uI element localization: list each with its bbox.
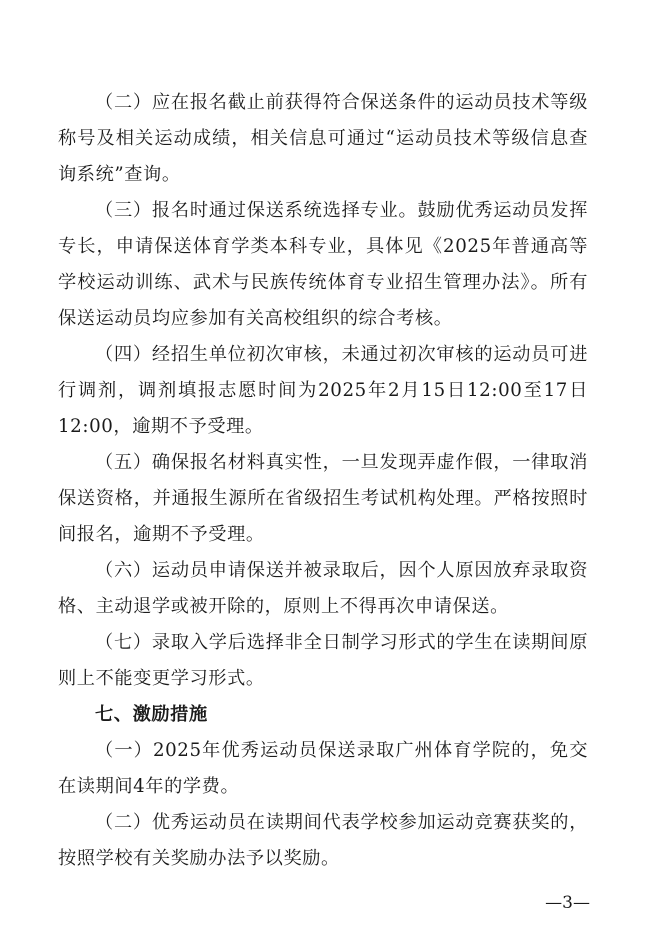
paragraph-item-5: （五）确保报名材料真实性，一旦发现弄虚作假，一律取消保送资格，并通报生源所在省级招生考试机构处理。严格按照时间报名，逾期不予受理。 xyxy=(58,452,588,545)
paragraph-item-7: （七）录取入学后选择非全日制学习形式的学生在读期间原则上不能变更学习形式。 xyxy=(58,632,588,689)
paragraph-item-2: （二）应在报名截止前获得符合保送条件的运动员技术等级称号及相关运动成绩，相关信息可通过“运动员技术等级信息查询系统”查询。 xyxy=(58,92,588,185)
paragraph-item-6: （六）运动员申请保送并被录取后，因个人原因放弃录取资格、主动退学或被开除的，原则上不得再次申请保送。 xyxy=(58,560,588,617)
paragraph-item-4: （四）经招生单位初次审核，未通过初次审核的运动员可进行调剂，调剂填报志愿时间为2025年2月15日12:00至17日12:00，逾期不予受理。 xyxy=(58,344,588,437)
document-body xyxy=(58,85,588,877)
page-number: —3— xyxy=(545,893,590,913)
incentive-item-1: （一）2025年优秀运动员保送录取广州体育学院的，免交在读期间4年的学费。 xyxy=(58,740,588,797)
incentive-item-2: （二）优秀运动员在读期间代表学校参加运动竞赛获奖的，按照学校有关奖励办法予以奖励。 xyxy=(58,812,588,869)
section-heading-incentives: 七、激励措施 xyxy=(95,704,208,725)
paragraph-item-3: （三）报名时通过保送系统选择专业。鼓励优秀运动员发挥专长，申请保送体育学类本科专业，具体见《2025年普通高等学校运动训练、武术与民族传统体育专业招生管理办法》。所有保送运动员均应参加有关高校组织的综合考核。 xyxy=(58,200,588,329)
